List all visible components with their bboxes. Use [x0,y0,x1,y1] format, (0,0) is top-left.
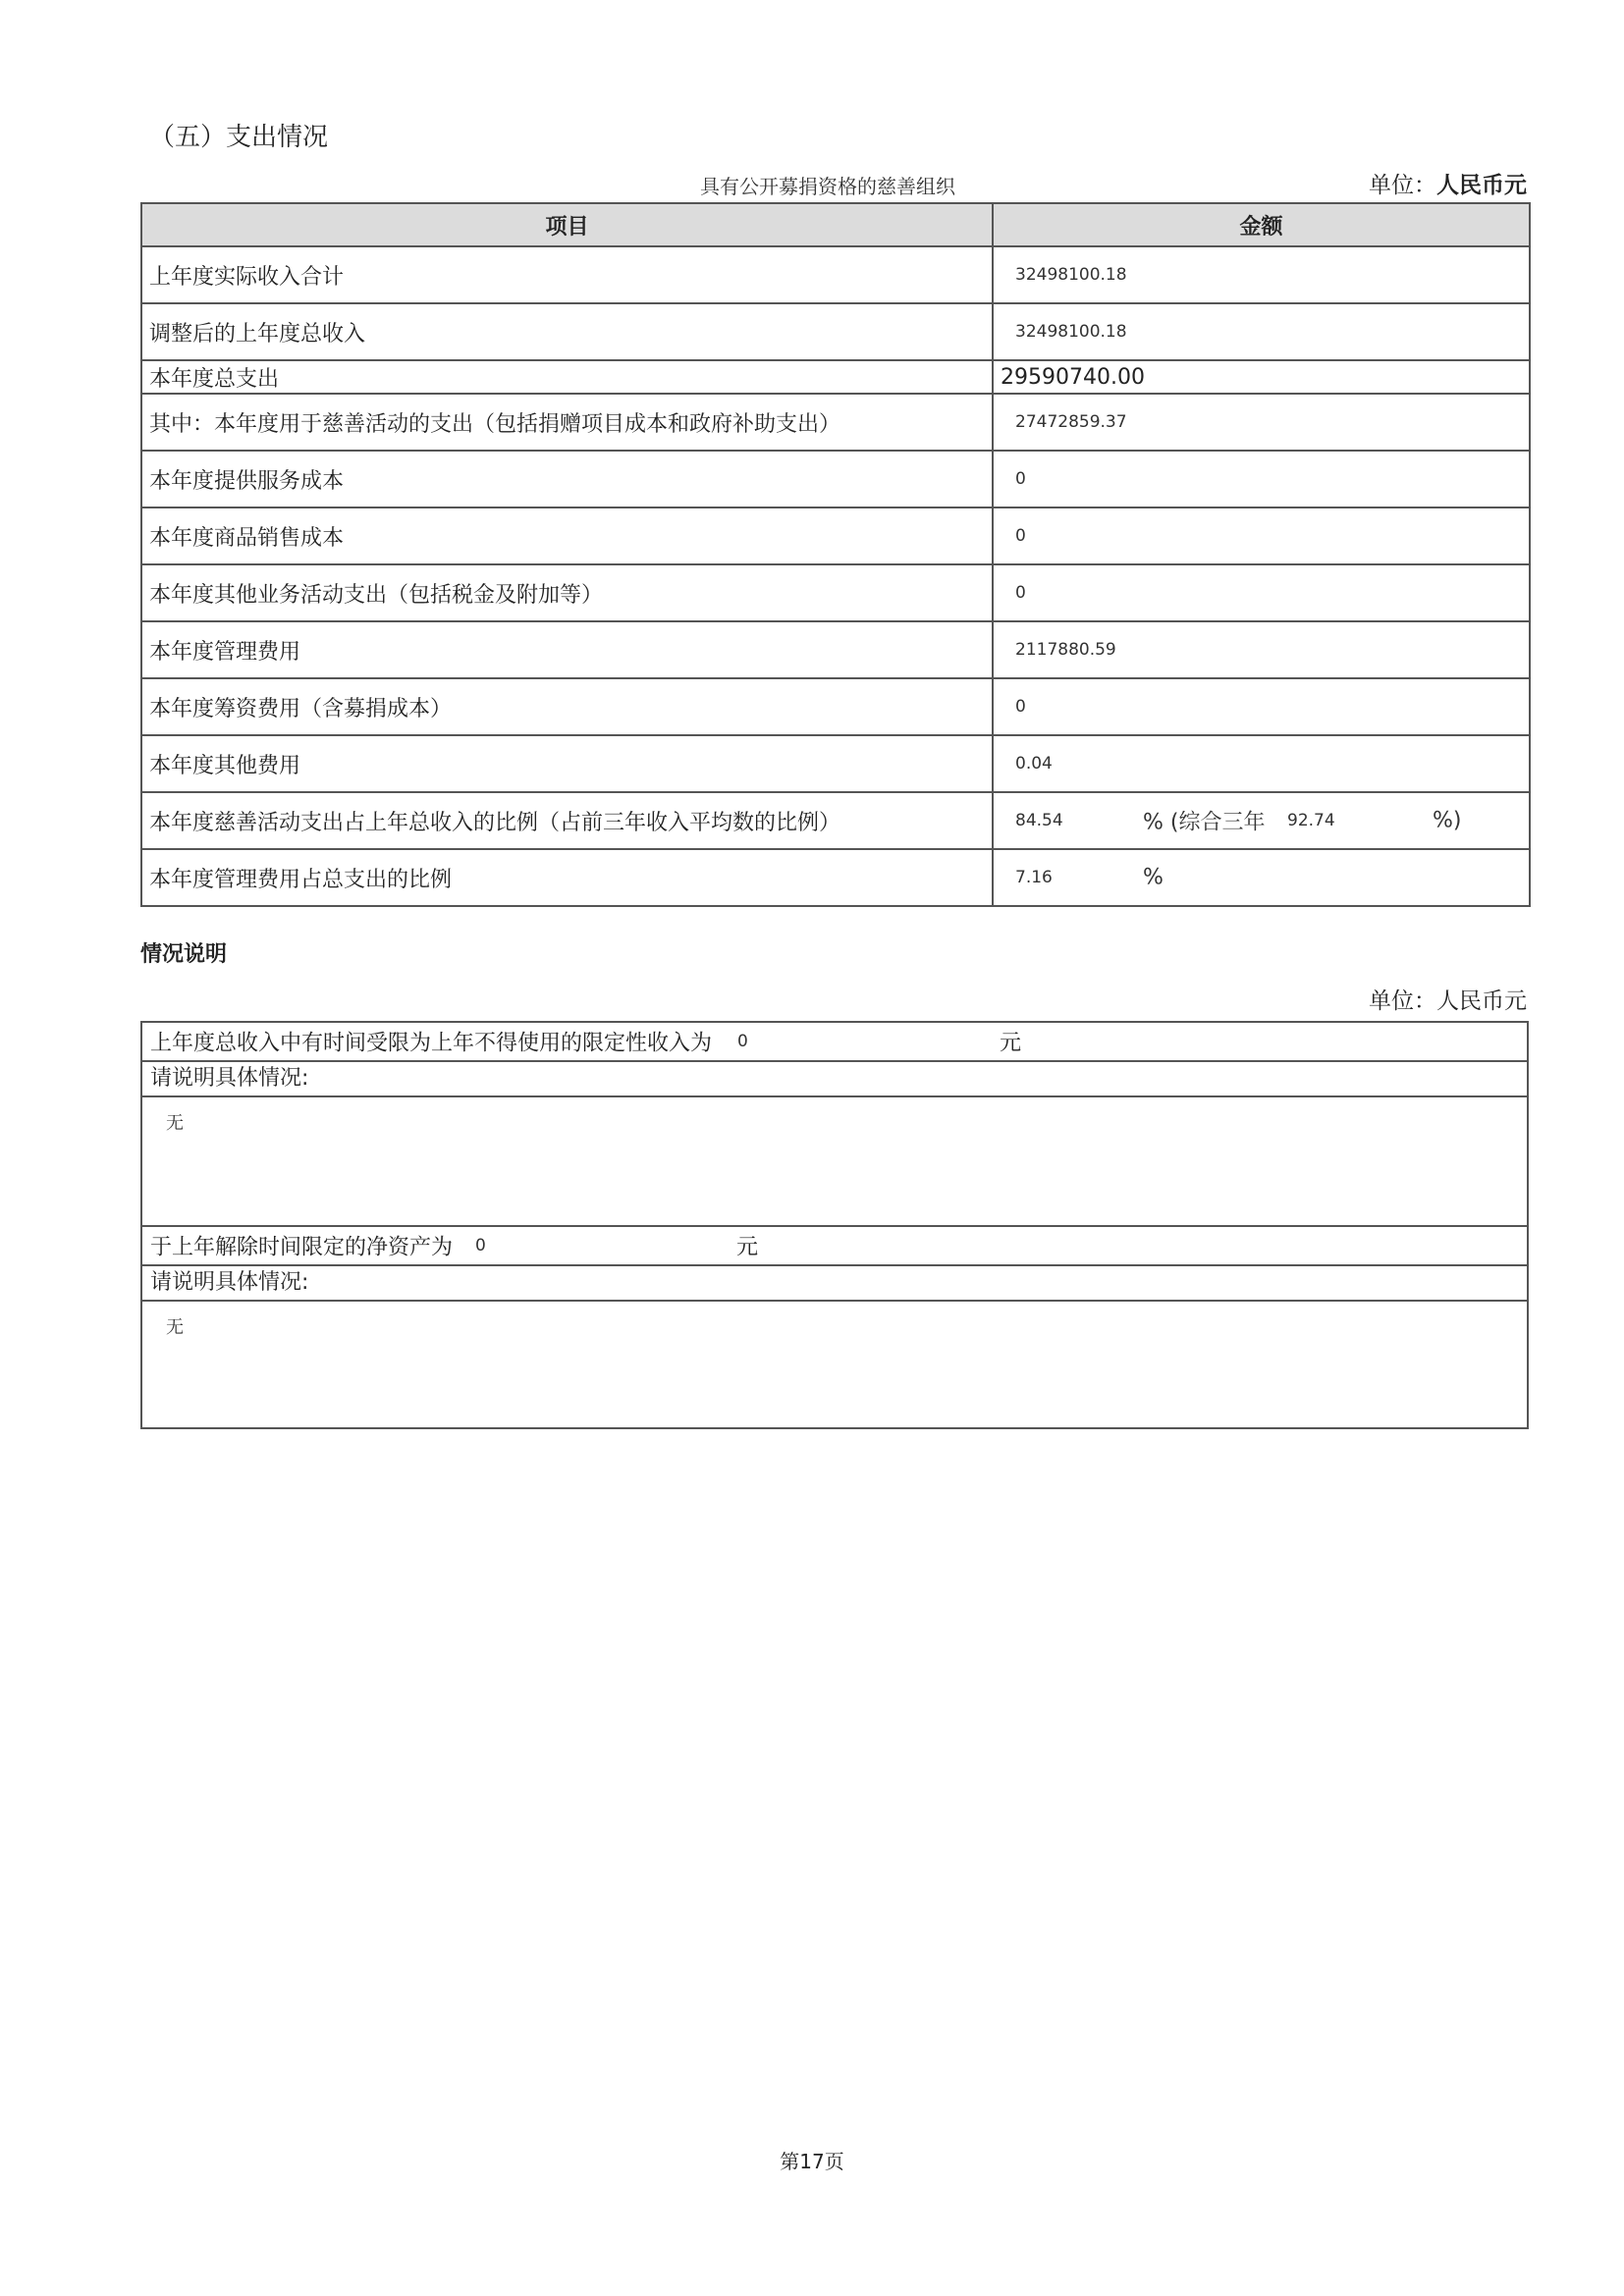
unit-label-top [1369,171,1527,200]
mgmt-ratio-row [141,849,1530,906]
unit-label: 单位： [1369,988,1436,1014]
released-assets-value: 0 [475,1236,486,1255]
explanation-text[interactable]: 无 [166,1317,184,1338]
row-label: 本年度商品销售成本 [141,507,993,564]
table-header-row [141,203,1530,246]
table-row [141,507,1530,564]
unit-label-mid [1369,987,1527,1016]
released-assets-label: 于上年解除时间限定的净资产为 [150,1235,454,1260]
row-label: 调整后的上年度总收入 [141,303,993,360]
row-label: 其中：本年度用于慈善活动的支出（包括捐赠项目成本和政府补助支出） [141,394,993,451]
mgmt-ratio-value: 7.16 [1015,868,1053,887]
row-label: 本年度慈善活动支出占上年总收入的比例（占前三年收入平均数的比例） [141,792,993,849]
section-title: （五）支出情况 [149,123,329,152]
mgmt-ratio-unit: % [1143,865,1164,890]
row-value: 2117880.59 [993,621,1530,678]
header-item: 项目 [141,203,993,246]
ratio-value: 84.54 [1015,811,1063,830]
row-label: 本年度提供服务成本 [141,451,993,507]
table-row [141,621,1530,678]
row-value: 0 [993,678,1530,735]
row-value: 0 [993,451,1530,507]
ratio-cell [993,792,1530,849]
restricted-income-unit: 元 [1000,1031,1022,1056]
row-label: 本年度管理费用占总支出的比例 [141,849,993,906]
restricted-income-line [142,1023,1527,1062]
row-label: 本年度其他业务活动支出（包括税金及附加等） [141,564,993,621]
table-row [141,303,1530,360]
page-number: 第17页 [780,2150,844,2173]
row-value: 32498100.18 [993,246,1530,303]
released-assets-line [142,1227,1527,1266]
table-row [141,451,1530,507]
row-label: 本年度其他费用 [141,735,993,792]
row-value: 27472859.37 [993,394,1530,451]
table-row [141,360,1530,394]
row-value: 0 [993,564,1530,621]
table-row [141,735,1530,792]
table-row [141,564,1530,621]
ratio-value-three-year: 92.74 [1287,811,1335,830]
row-label: 本年度管理费用 [141,621,993,678]
unit-value: 人民币元 [1436,988,1527,1014]
explanation-text[interactable]: 无 [142,1097,1527,1227]
row-value: 29590740.00 [993,360,1530,394]
explanation-title: 情况说明 [140,942,228,967]
unit-label: 单位： [1369,173,1436,198]
explanation-box [140,1021,1529,1429]
table-subtitle: 具有公开募捐资格的慈善组织 [700,175,955,198]
ratio-mid-text: % (综合三年 [1143,810,1266,835]
ratio-row [141,792,1530,849]
unit-value: 人民币元 [1436,173,1527,198]
row-value: 0 [993,507,1530,564]
table-row [141,678,1530,735]
row-label: 本年度筹资费用（含募捐成本） [141,678,993,735]
header-amount: 金额 [993,203,1530,246]
table-row [141,246,1530,303]
row-label: 上年度实际收入合计 [141,246,993,303]
row-label: 本年度总支出 [141,360,993,394]
mgmt-ratio-cell [993,849,1530,906]
row-value: 0.04 [993,735,1530,792]
restricted-income-label: 上年度总收入中有时间受限为上年不得使用的限定性收入为 [150,1031,713,1056]
restricted-income-value: 0 [737,1032,748,1051]
expenditure-table [140,202,1531,907]
ratio-end-text: %) [1433,808,1462,833]
released-assets-unit: 元 [736,1235,759,1260]
explanation-prompt: 请说明具体情况: [142,1062,1527,1097]
table-row [141,394,1530,451]
explanation-prompt: 请说明具体情况: [142,1266,1527,1302]
row-value: 32498100.18 [993,303,1530,360]
